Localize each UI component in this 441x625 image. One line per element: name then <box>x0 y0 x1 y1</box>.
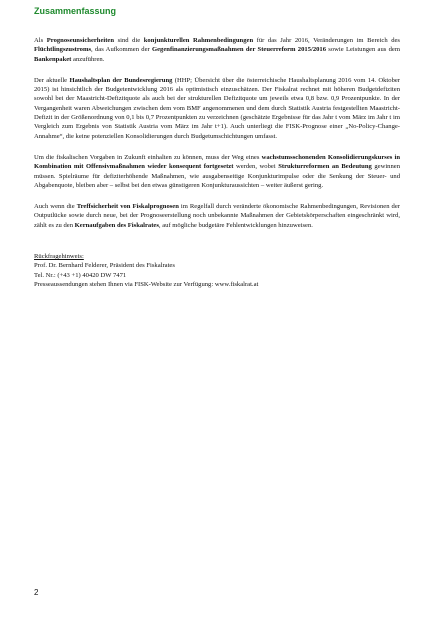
page-number: 2 <box>34 588 39 597</box>
text-run: gewinnen müssen. Spielräume für defiziterhöhende Maßnahmen, wie ausgabenseitige Konjunkturimpulse oder die Senkung der Steuer- und Abgabenquote, bleiben aber – selbst bei den etwas günstigeren Konjunkturaussichten – weiter äußerst gering. <box>34 163 401 189</box>
text-run: sowie Leistungen aus dem <box>326 46 400 54</box>
text-run: , auf mögliche budgetäre Fehlentwicklungen hinzuweisen. <box>158 221 313 229</box>
text-run: Der aktuelle <box>34 76 70 84</box>
text-run: , das Aufkommen der <box>91 46 152 54</box>
contact-press: Presseaussendungen stehen Ihnen via FISK-Website zur Verfügung: www.fiskalrat.at <box>34 280 259 288</box>
text-run: Als <box>34 37 47 44</box>
paragraph-forecast-accuracy <box>34 202 400 230</box>
contact-block <box>34 252 400 289</box>
paragraph-budget-plan <box>34 76 400 141</box>
bold-run: Gegenfinanzierungsmaßnahmen der Steuerreform 2015/2016 <box>152 46 327 54</box>
text-run: sind die <box>114 37 144 44</box>
contact-title: Rückfragehinweis: <box>34 253 84 261</box>
bold-run: Prognoseunsicherheiten <box>46 37 115 44</box>
paragraph-consolidation <box>34 153 400 190</box>
bold-run: Treffsicherheit von Fiskalprognosen <box>76 203 179 211</box>
text-run: Um die fiskalischen Vorgaben in Zukunft einhalten zu können, muss der Weg eines <box>34 153 262 161</box>
contact-name: Prof. Dr. Bernhard Felderer, Präsident des Fiskalrates <box>34 262 175 270</box>
bold-run: Flüchtlingszustroms <box>34 46 92 54</box>
bold-run: Bankenpaket <box>34 55 72 63</box>
paragraph-uncertainties <box>34 36 400 64</box>
text-run: anzuführen. <box>71 55 105 63</box>
text-run: (HHP; Übersicht über die österreichische Haushaltsplanung 2016 vom 14. Oktober 2015) ist hinsichtlich der Budgetentwicklung 2016 als optimistisch einzuschätzen. Der Fiskalrat rechnet mit höheren Budgetdefiziten sowohl bei der Maastricht-Defizitquote als auch bei der strukturellen Defizitquote um jeweils etwa 0,8 bzw. 0,9 Prozentpunkte. In der Vergangenheit waren Abweichungen zwischen dem vom BMF angenommenen und dem durch Statistik Austria festgestellten Maastricht-Defizit in der Größenordnung von 0,1 bis 0,7 Prozentpunkten zu verzeichnen (geschätzte Ergebnisse für das Jahr t vom März im Jahr t im Vergleich zum Ergebnis von Statistik Austria vom März im Jahr t+1). Auch unterliegt die FISK-Prognose einer „No-Policy-Change-Annahme“, die keine potenziellen Konsolidierungen durch Budgetumschichtungen umfasst. <box>34 76 400 140</box>
bold-run: Strukturreformen an Bedeutung <box>278 163 372 171</box>
text-run: Auch wenn die <box>34 203 77 211</box>
text-run: werden, wobei <box>233 163 279 171</box>
text-run: für das Jahr 2016, Veränderungen im Bereich des <box>253 37 400 44</box>
bold-run: Haushaltsplan der Bundesregierung <box>69 76 173 84</box>
section-heading: Zusammenfassung <box>34 6 117 16</box>
text-run: im Regelfall durch veränderte ökonomische Rahmenbedingungen, Revisionen der Outputlücke sowie durch neue, bei der Prognoseerstellung noch unbekannte Maßnahmen der Gebietskörperschaften eingeschränkt wird, zählt es zu den <box>34 203 400 229</box>
summary-body <box>34 36 400 289</box>
bold-run: Kernaufgaben des Fiskalrates <box>74 221 159 229</box>
bold-run: konjunkturellen Rahmenbedingungen <box>143 37 254 44</box>
contact-phone: Tel. Nr.: (+43 +1) 40420 DW 7471 <box>34 271 127 279</box>
bold-run: wachstumsschonenden Konsolidierungskurses in Kombination mit Offensivmaßnahmen wieder konsequent fortgesetzt <box>34 153 400 171</box>
